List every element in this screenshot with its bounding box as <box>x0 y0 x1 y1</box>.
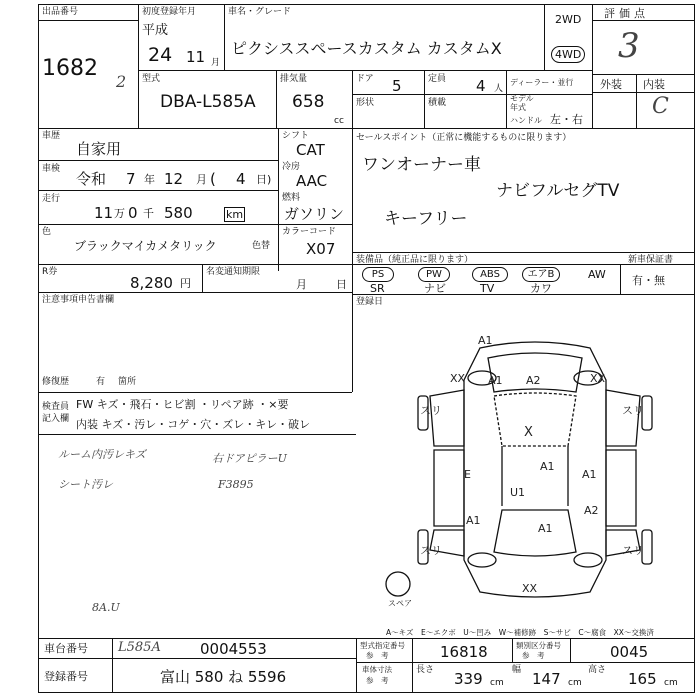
caution-label: 注意事項申告書欄 <box>42 295 115 305</box>
divider <box>38 292 352 293</box>
equip-abs: ABS <box>472 267 508 282</box>
seats-value: 4 <box>476 77 486 95</box>
color-code-label: カラーコード <box>282 227 337 237</box>
divider <box>592 74 695 75</box>
type-designation-label: 参 考 <box>366 651 389 660</box>
km-unit: km <box>226 208 244 221</box>
drive-2wd: 2WD <box>555 13 582 26</box>
color-change-label: 色替 <box>252 241 271 251</box>
damage-mark: スリ <box>622 404 644 417</box>
man-unit: 万 <box>114 207 125 220</box>
model-year-label: モデル <box>510 94 534 103</box>
notice-label: 名変通知期限 <box>206 267 261 277</box>
score-label: 評価点 <box>604 7 649 20</box>
color-label: 色 <box>42 227 52 237</box>
repair-place: 箇所 <box>118 377 137 387</box>
divider <box>38 20 138 21</box>
month-unit: 月 <box>196 173 207 186</box>
length-unit: cm <box>490 678 504 688</box>
registration-date-label: 登録日 <box>356 297 384 307</box>
sales-point-line1: ワンオーナー車 <box>362 155 481 175</box>
shape-label: 形状 <box>356 98 375 108</box>
width-label: 幅 <box>512 665 522 675</box>
name-grade: ピクシススペースカスタム カスタムX <box>231 39 502 58</box>
inspector-note: ルーム内汚レキズ <box>58 448 146 461</box>
divider <box>38 190 278 191</box>
fuel-label: 燃料 <box>282 193 301 203</box>
displacement-value: 658 <box>292 92 325 112</box>
shift-value: CAT <box>296 141 325 159</box>
damage-mark: XX <box>450 372 466 385</box>
shift-label: シフト <box>282 131 310 141</box>
recycle-label: R券 <box>42 267 58 277</box>
damage-mark: A1 <box>488 374 503 387</box>
divider <box>544 4 545 70</box>
displacement-label: 排気量 <box>280 74 308 84</box>
load-label: 積載 <box>428 98 447 108</box>
divider <box>38 434 356 435</box>
divider <box>570 638 571 662</box>
length-value: 339 <box>454 670 483 688</box>
registration-month: 11 <box>186 48 206 66</box>
warranty-label: 新車保証書 <box>628 255 674 265</box>
divider <box>38 392 352 393</box>
inspection-day: 4 <box>236 170 246 188</box>
divider <box>592 20 695 21</box>
equip-sr: SR <box>370 282 385 295</box>
handle-value: 左・右 <box>550 113 583 126</box>
fuel-value: ガソリン <box>284 205 345 223</box>
divider <box>112 638 113 693</box>
era-label: 平成 <box>142 23 169 38</box>
equip-pw: PW <box>418 267 450 282</box>
interior-grade: C <box>652 94 669 119</box>
inspector-interior-line: 内装 キズ・汚レ・コゲ・穴・ズレ・キレ・破レ <box>76 418 311 431</box>
inspection-day-close: 日) <box>256 173 272 186</box>
divider <box>138 70 592 71</box>
length-label: 長さ <box>416 665 435 675</box>
divider <box>352 252 695 253</box>
exterior-label: 外装 <box>600 78 622 91</box>
type-label: 型式 <box>142 74 161 84</box>
class-number-label: 参 考 <box>522 651 545 660</box>
damage-mark: スリ <box>622 544 644 557</box>
lot-label: 出品番号 <box>42 7 79 17</box>
class-number-label: 類別区分番号 <box>516 641 561 650</box>
height-value: 165 <box>628 670 657 688</box>
divider <box>412 638 413 693</box>
chassis-handwritten: L585A <box>118 640 161 655</box>
lot-number: 1682 <box>42 56 98 81</box>
notice-month: 月 <box>296 278 307 291</box>
divider <box>38 638 695 639</box>
aircon-label: 冷房 <box>282 162 301 172</box>
height-label: 高さ <box>588 665 607 675</box>
damage-mark: A1 <box>540 460 555 473</box>
inspection-year: 7 <box>126 170 136 188</box>
divider <box>352 94 592 95</box>
inspection-day-open: ( <box>210 170 216 188</box>
width-unit: cm <box>568 678 582 688</box>
first-registration-label: 初度登録年月 <box>142 7 197 17</box>
divider <box>592 92 695 93</box>
person-unit: 人 <box>494 84 504 94</box>
repair-value: 有 <box>96 377 106 387</box>
damage-mark: A1 <box>466 514 481 527</box>
inspection-label: 車検 <box>42 164 61 174</box>
spare-label: スペア <box>388 599 412 608</box>
model-year-label: 年式 <box>510 103 526 112</box>
damage-mark: A1 <box>538 522 553 535</box>
lot-suffix: 2 <box>116 72 127 91</box>
name-grade-label: 車名・グレード <box>228 7 292 17</box>
divider <box>38 224 352 225</box>
thousand-unit: 千 <box>143 207 154 220</box>
inspector-note: 8A.U <box>92 601 120 614</box>
aircon-value: AAC <box>296 172 328 190</box>
dimensions-label: 車体寸法 <box>362 665 392 674</box>
dimensions-label: 参 考 <box>366 676 389 685</box>
divider <box>224 4 225 70</box>
handle-label: ハンドル <box>510 116 542 125</box>
chassis-number: 0004553 <box>200 640 267 658</box>
cc-unit: cc <box>334 116 344 126</box>
class-number: 0045 <box>610 643 649 661</box>
divider <box>276 70 277 128</box>
inspector-note: シート汚レ <box>58 478 113 491</box>
type-designation-number: 16818 <box>440 643 488 661</box>
damage-mark: A2 <box>584 504 599 517</box>
inspector-fw-line: FW キズ・飛石・ヒビ割 ・リペア跡 ・×要 <box>76 398 289 411</box>
divider <box>592 4 593 128</box>
sales-point-label: セールスポイント（正常に機能するものに限ります） <box>356 133 572 143</box>
mileage-man: 11 <box>94 204 114 222</box>
doors-value: 5 <box>392 77 402 95</box>
drive-4wd: 4WD <box>551 46 585 63</box>
dealer-label: ディーラー・並行 <box>510 78 574 87</box>
divider <box>278 128 279 271</box>
damage-mark: スリ <box>420 404 442 417</box>
divider <box>38 160 278 161</box>
damage-mark: XX <box>522 582 538 595</box>
height-unit: cm <box>664 678 678 688</box>
divider <box>356 638 357 693</box>
yen-unit: 円 <box>180 277 191 290</box>
registration-year: 24 <box>148 44 173 66</box>
width-value: 147 <box>532 670 561 688</box>
divider <box>424 70 425 128</box>
doors-label: ドア <box>356 74 374 84</box>
type-designation-label: 型式指定番号 <box>360 641 405 650</box>
chassis-label: 車台番号 <box>44 642 88 655</box>
year-unit: 年 <box>144 173 155 186</box>
equip-leather: カワ <box>530 282 552 295</box>
model-code: DBA-L585A <box>160 92 256 112</box>
equip-aw: AW <box>588 268 606 281</box>
divider <box>620 264 621 294</box>
car-damage-diagram <box>388 330 660 610</box>
damage-mark: E <box>464 468 471 481</box>
damage-mark: X <box>524 425 533 440</box>
mileage-rest: 580 <box>164 204 193 222</box>
warranty-value: 有・無 <box>632 274 665 287</box>
registration-number: 富山 580 ね 5596 <box>160 668 287 686</box>
recycle-value: 8,280 <box>130 274 173 292</box>
inspection-month: 12 <box>164 170 184 188</box>
damage-mark: スリ <box>420 544 442 557</box>
repair-label: 修復歴 <box>42 377 70 387</box>
divider <box>138 4 139 128</box>
mileage-label: 走行 <box>42 194 61 204</box>
damage-mark: A1 <box>478 334 493 347</box>
inspector-note: F3895 <box>218 478 254 491</box>
divider <box>202 264 203 292</box>
registration-number-label: 登録番号 <box>44 670 88 683</box>
inspector-label: 検査員 <box>42 402 70 412</box>
equip-airbag: エアB <box>522 267 560 282</box>
divider <box>352 294 695 295</box>
inspection-prefix: 令和 <box>76 170 107 188</box>
equip-navi: ナビ <box>424 282 446 295</box>
seats-label: 定員 <box>428 74 447 84</box>
color-value: ブラックマイカメタリック <box>74 239 217 253</box>
inspector-note: 右ドアピラーU <box>212 452 287 465</box>
damage-mark: U1 <box>510 486 526 499</box>
notice-day: 日 <box>336 278 347 291</box>
divider <box>352 70 353 128</box>
equipment-label: 装備品（純正品に限ります） <box>356 255 474 265</box>
interior-label: 内装 <box>643 78 665 91</box>
inspector-label: 記入欄 <box>42 414 70 424</box>
history-label: 車歴 <box>42 131 61 141</box>
damage-mark: A1 <box>582 468 597 481</box>
divider <box>636 74 637 128</box>
divider <box>506 70 507 128</box>
damage-mark: XX <box>590 372 606 385</box>
score-value: 3 <box>618 26 640 66</box>
divider <box>38 128 695 129</box>
equip-tv: TV <box>480 282 495 295</box>
divider <box>512 638 513 662</box>
equip-ps: PS <box>362 267 394 282</box>
damage-mark: A2 <box>526 374 541 387</box>
history-value: 自家用 <box>76 140 122 158</box>
divider <box>352 128 353 392</box>
sales-point-line2: ナビフルセグTV <box>496 181 620 201</box>
divider <box>38 658 356 659</box>
color-code: X07 <box>306 240 336 258</box>
sales-point-line3: キーフリー <box>384 209 468 229</box>
month-unit: 月 <box>211 58 221 68</box>
mileage-digit: 0 <box>128 204 138 222</box>
damage-legend: A～キズ E～エクボ U～凹み W～補修跡 S～サビ C～腐食 XX～交換済 <box>386 628 654 637</box>
divider <box>356 662 695 663</box>
